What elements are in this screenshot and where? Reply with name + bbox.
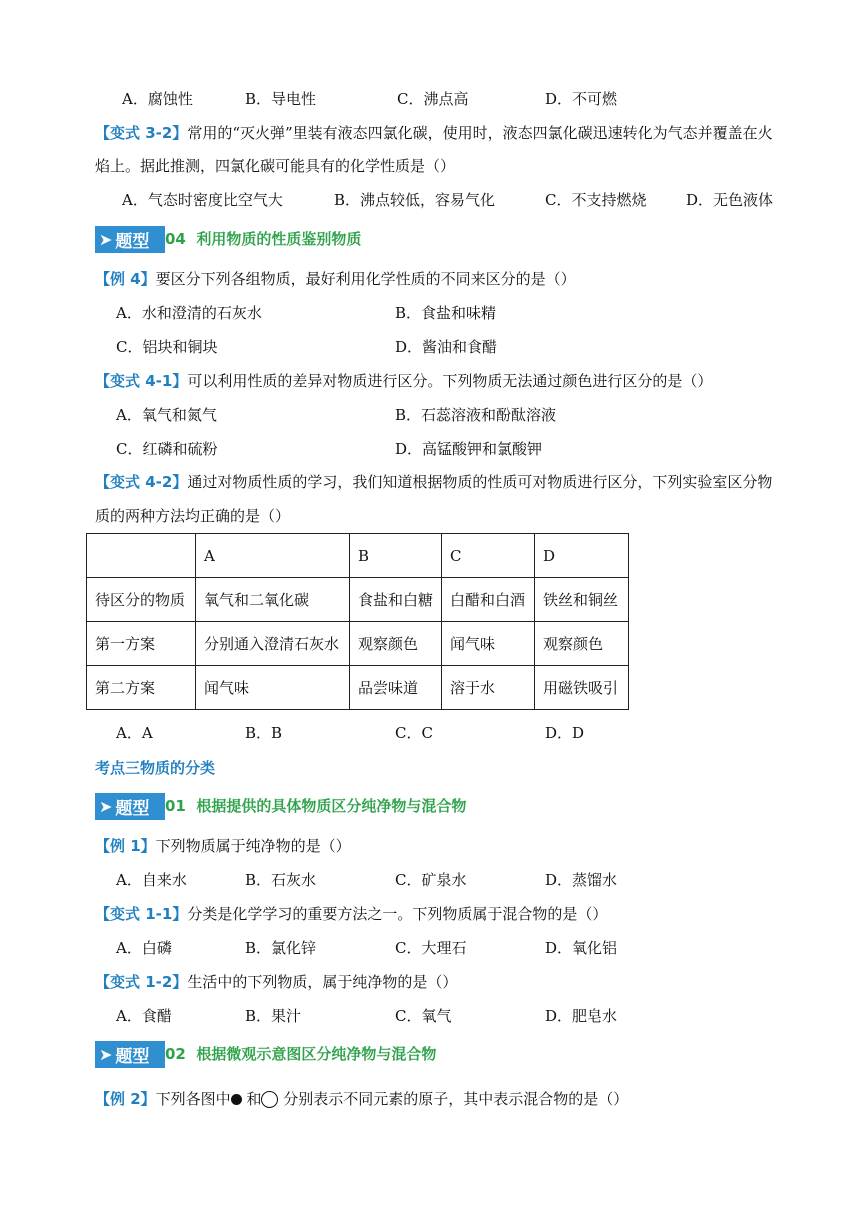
option-d: D．无色液体 — [686, 191, 774, 209]
table-cell: 待区分的物质 — [87, 578, 196, 622]
question-text: 下列各图中 — [155, 1090, 231, 1108]
table-header-cell: B — [350, 534, 442, 578]
type-badge: ➤ 题型 — [95, 793, 165, 820]
filled-atom-icon — [231, 1094, 242, 1105]
table-cell: 观察颜色 — [350, 622, 442, 666]
option-a: A．氧气和氮气 — [116, 406, 217, 424]
question-tag: 【变式 3-2】 — [95, 124, 188, 142]
option-b: B．果汁 — [245, 1007, 302, 1025]
question-v41 — [95, 370, 712, 392]
option-d: D．高锰酸钾和氯酸钾 — [395, 440, 543, 458]
option-d: D．酱油和食醋 — [395, 338, 498, 356]
type-heading: 01 根据提供的具体物质区分纯净物与混合物 — [165, 797, 467, 815]
question-v11 — [95, 903, 607, 925]
table-row — [87, 622, 629, 666]
question-tag: 【变式 1-1】 — [95, 905, 188, 923]
arrow-icon: ➤ — [99, 1045, 113, 1064]
table-cell: 闻气味 — [196, 666, 350, 710]
table-cell: 铁丝和铜丝 — [535, 578, 629, 622]
option-c: C．沸点高 — [397, 90, 469, 108]
question-tag: 【例 2】 — [95, 1090, 156, 1108]
arrow-icon: ➤ — [99, 230, 113, 249]
question-v32 — [95, 122, 773, 144]
table-header-cell — [87, 534, 196, 578]
option-a: A．食醋 — [116, 1007, 172, 1025]
option-d: D．D — [545, 724, 585, 742]
option-a: A．A — [116, 724, 153, 742]
type-badge: ➤ 题型 — [95, 226, 165, 253]
question-ex1 — [95, 835, 351, 857]
question-text-cont: 质的两种方法均正确的是（） — [95, 507, 291, 525]
option-b: B．食盐和味精 — [395, 304, 497, 322]
question-text: 分别表示不同元素的原子，其中表示混合物的是（） — [283, 1090, 629, 1108]
question-text: 下列物质属于纯净物的是（） — [155, 837, 351, 855]
type-heading: 02 根据微观示意图区分纯净物与混合物 — [165, 1045, 437, 1063]
option-d: D．不可燃 — [545, 90, 618, 108]
table-header-cell: D — [535, 534, 629, 578]
table-row — [87, 666, 629, 710]
question-ex2 — [95, 1088, 628, 1110]
option-b: B．导电性 — [245, 90, 317, 108]
table-cell: 观察颜色 — [535, 622, 629, 666]
option-c: C．红磷和硫粉 — [116, 440, 218, 458]
option-b: B．石灰水 — [245, 871, 317, 889]
table-cell: 用磁铁吸引 — [535, 666, 629, 710]
option-c: C．C — [395, 724, 433, 742]
question-v42 — [95, 471, 772, 493]
question-tag: 【例 1】 — [95, 837, 156, 855]
option-b: B．石蕊溶液和酚酞溶液 — [395, 406, 557, 424]
table-row — [87, 578, 629, 622]
option-b: B．沸点较低，容易气化 — [334, 191, 496, 209]
option-c: C．大理石 — [395, 939, 467, 957]
option-a: A．气态时密度比空气大 — [122, 191, 283, 209]
table-cell: 第二方案 — [87, 666, 196, 710]
option-a: A．自来水 — [116, 871, 187, 889]
table-header-cell: A — [196, 534, 350, 578]
option-b: B．B — [245, 724, 283, 742]
question-text: 要区分下列各组物质，最好利用化学性质的不同来区分的是（） — [155, 270, 576, 288]
question-text: 可以利用性质的差异对物质进行区分。下列物质无法通过颜色进行区分的是（） — [187, 372, 713, 390]
question-text-cont: 焰上。据此推测，四氯化碳可能具有的化学性质是（） — [95, 157, 456, 175]
option-b: B．氯化锌 — [245, 939, 317, 957]
option-c: C．氧气 — [395, 1007, 452, 1025]
section-heading: 考点三物质的分类 — [95, 759, 216, 777]
type-badge: ➤ 题型 — [95, 1041, 165, 1068]
question-ex4 — [95, 268, 576, 290]
option-a: A．腐蚀性 — [122, 90, 193, 108]
option-c: C．铝块和铜块 — [116, 338, 218, 356]
comparison-table — [86, 533, 629, 710]
question-text: 生活中的下列物质，属于纯净物的是（） — [187, 973, 458, 991]
table-cell: 分别通入澄清石灰水 — [196, 622, 350, 666]
question-v12 — [95, 971, 457, 993]
question-tag: 【例 4】 — [95, 270, 156, 288]
table-cell: 闻气味 — [442, 622, 535, 666]
question-text: 和 — [246, 1090, 262, 1108]
option-a: A．白磷 — [116, 939, 172, 957]
option-c: C．不支持燃烧 — [545, 191, 647, 209]
table-cell: 品尝味道 — [350, 666, 442, 710]
table-cell: 食盐和白糖 — [350, 578, 442, 622]
table-cell: 氧气和二氧化碳 — [196, 578, 350, 622]
table-cell: 第一方案 — [87, 622, 196, 666]
arrow-icon: ➤ — [99, 797, 113, 816]
table-cell: 白醋和白酒 — [442, 578, 535, 622]
question-tag: 【变式 1-2】 — [95, 973, 188, 991]
question-tag: 【变式 4-2】 — [95, 473, 188, 491]
option-c: C．矿泉水 — [395, 871, 467, 889]
table-header-row — [87, 534, 629, 578]
option-a: A．水和澄清的石灰水 — [116, 304, 262, 322]
type-heading: 04 利用物质的性质鉴别物质 — [165, 230, 362, 248]
question-text: 分类是化学学习的重要方法之一。下列物质属于混合物的是（） — [187, 905, 608, 923]
option-d: D．肥皂水 — [545, 1007, 618, 1025]
table-header-cell: C — [442, 534, 535, 578]
question-text: 常用的“灭火弹”里装有液态四氯化碳，使用时，液态四氯化碳迅速转化为气态并覆盖在火 — [187, 124, 773, 142]
option-d: D．蒸馏水 — [545, 871, 618, 889]
open-atom-icon — [261, 1091, 278, 1108]
question-tag: 【变式 4-1】 — [95, 372, 188, 390]
question-text: 通过对物质性质的学习，我们知道根据物质的性质可对物质进行区分，下列实验室区分物 — [187, 473, 773, 491]
table-cell: 溶于水 — [442, 666, 535, 710]
option-d: D．氧化铝 — [545, 939, 618, 957]
